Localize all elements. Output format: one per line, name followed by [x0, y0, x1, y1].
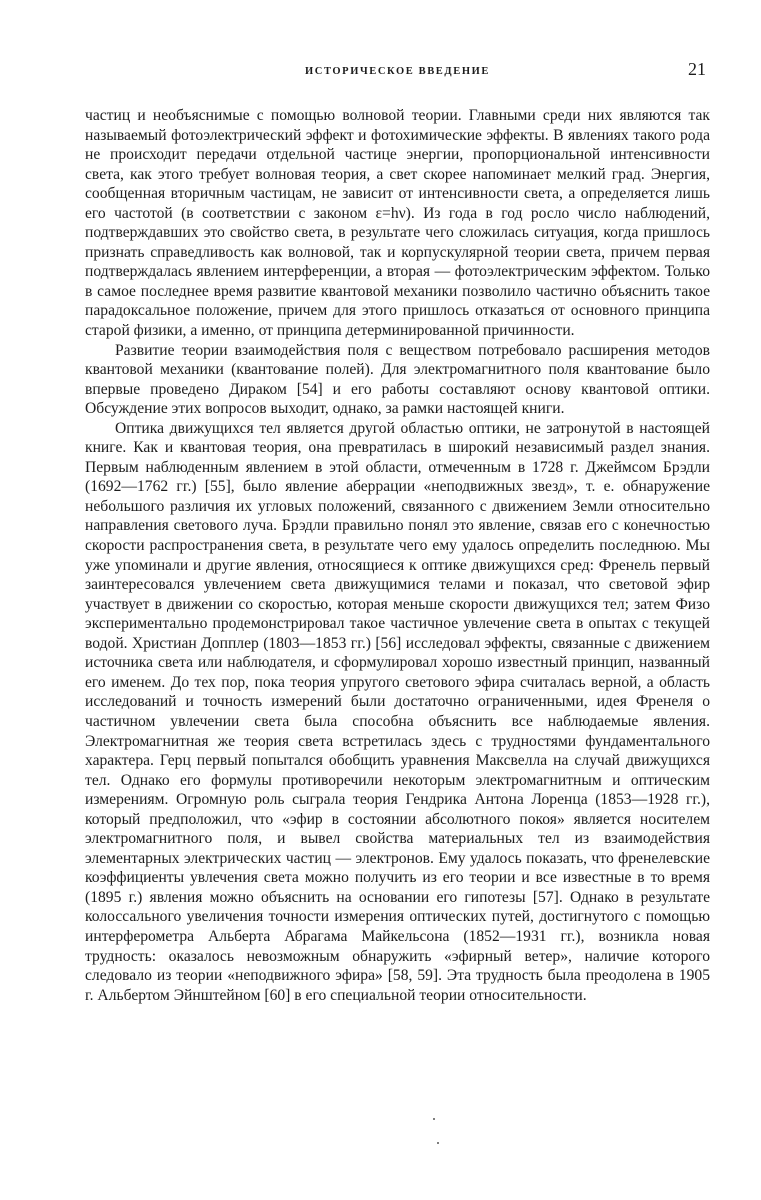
body-text: [85, 106, 710, 1005]
paragraph-field-quantization: Развитие теории взаимодействия поля с веществом потребовало расширения методов квантовой механики (квантование полей). Для электромагнитного поля квантование было впервые проведено Дираком [54] и его работы составляют основу квантовой оптики. Обсуждение этих вопросов выходит, однако, за рамки настоящей книги.: [85, 341, 710, 418]
running-head: [85, 58, 710, 88]
page-number: 21: [688, 59, 706, 79]
running-title: ИСТОРИЧЕСКОЕ ВВЕДЕНИЕ: [305, 66, 490, 77]
book-page: [85, 58, 710, 1005]
scan-speck-mark: [437, 1142, 439, 1144]
paragraph-wave-corpuscular: частиц и необъяснимые с помощью волновой теории. Главными среди них являются так называемый фотоэлектрический эффект и фотохимические эффекты. В явлениях такого рода не происходит передачи отдельной частице энергии, пропорциональной интенсивности света, как этого требует волновая теория, а свет скорее напоминает мелкий град. Энергия, сообщенная вторичным частицам, не зависит от интенсивности света, а определяется лишь его частотой (в соответствии с законом ε=hν). Из года в год росло число наблюдений, подтверждавших это свойство света, в результате чего сложилась ситуация, когда пришлось признать справедливость как волновой, так и корпускулярной теории света, причем первая подтверждалась явлением интерференции, а вторая — фотоэлектрическим эффектом. Только в самое последнее время развитие квантовой механики позволило частично объяснить такое парадоксальное положение, причем для этого пришлось отказаться от основного принципа старой физики, а именно, от принципа детерминированной причинности.: [85, 107, 710, 340]
scan-speck-mark: [433, 1118, 435, 1120]
paragraph-optics-of-moving-bodies: Оптика движущихся тел является другой областью оптики, не затронутой в настоящей книге. Как и квантовая теория, она превратилась в широкий независимый раздел знания. Первым наблюденным явлением в этой области, отмеченным в 1728 г. Джеймсом Брэдли (1692—1762 гг.) [55], было явление аберрации «неподвижных звезд», т. е. обнаружение небольшого различия их угловых положений, связанного с движением Земли относительно направления светового луча. Брэдли правильно понял это явление, связав его с конечностью скорости распространения света, в результате чего ему удалось определить последнюю. Мы уже упоминали и другие явления, относящиеся к оптике движущихся сред: Френель первый заинтересовался увлечением света движущимися телами и показал, что световой эфир участвует в движении со скоростью, которая меньше скорости движущихся тел; затем Физо экспериментально продемонстрировал такое частичное увлечение света в опытах с текущей водой. Христиан Допплер (1803—1853 гг.) [56] исследовал эффекты, связанные с движением источника света или наблюдателя, и сформулировал хорошо известный принцип, названный его именем. До тех пор, пока теория упругого светового эфира считалась верной, а область исследований и точность измерений были достаточно ограниченными, идея Френеля о частичном увлечении света была способна объяснить все наблюдаемые явления. Электромагнитная же теория света встретилась здесь с трудностями фундаментального характера. Герц первый попытался обобщить уравнения Максвелла на случай движущихся тел. Однако его формулы противоречили некоторым электромагнитным и оптическим измерениям. Огромную роль сыграла теория Гендрика Антона Лоренца (1853—1928 гг.), который предположил, что «эфир в состоянии абсолютного покоя» является носителем электромагнитного поля, и вывел свойства материальных тел из взаимодействия элементарных электрических частиц — электронов. Ему удалось показать, что френелевские коэффициенты увлечения света можно получить из его теории и все известные в то время (1895 г.) явления можно объяснить на основании его гипотезы [57]. Однако в результате колоссального увеличения точности измерения оптических путей, достигнутого с помощью интерферометра Альберта Абрагама Майкельсона (1852—1931 гг.), возникла новая трудность: оказалось невозможным обнаружить «эфирный ветер», наличие которого следовало из теории «неподвижного эфира» [58, 59]. Эта трудность была преодолена в 1905 г. Альбертом Эйнштейном [60] в его специальной теории относительности.: [85, 419, 710, 1004]
